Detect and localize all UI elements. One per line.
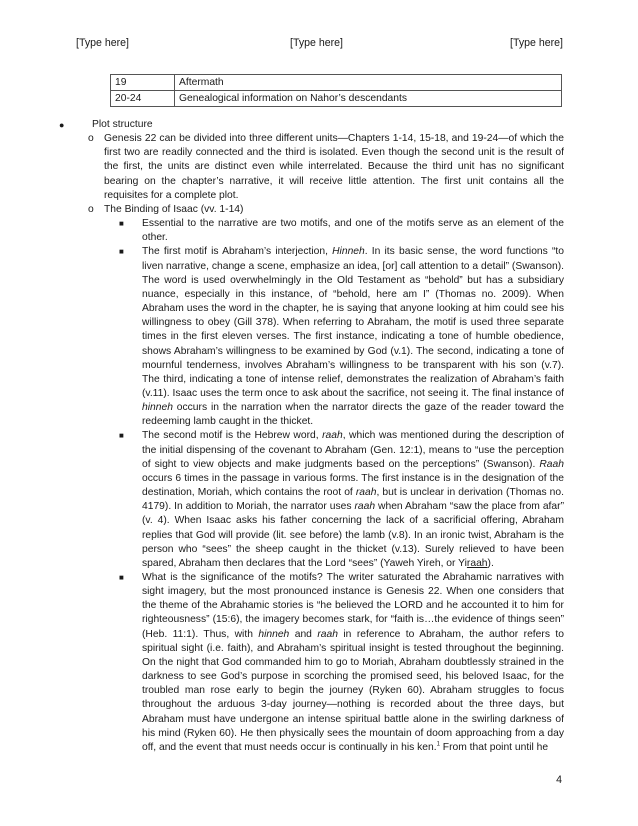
text-run: The first motif is Abraham’s interjection,	[142, 246, 333, 258]
list-item-second-motif	[56, 429, 564, 571]
text-run: What is the significance of the motifs? The writer saturated the Abrahamic narratives with sight imagery, but the most pronounced instance is Genesis 22. When one considers that the theme of the Abrahamic stories is “he believed the LORD and he accounted it to him for righteousness” (15:6), the imagery becomes stark, for “faith is…the evidence of things seen” (Heb. 11:1). Thus, with	[142, 572, 564, 640]
paragraph-essential-motifs: Essential to the narrative are two motifs, and one of the motifs serve as an element of the other.	[142, 218, 564, 244]
bullet-square-icon: ■	[119, 573, 124, 582]
table-cell-verses: 19	[111, 75, 175, 91]
text-run: The second motif is the Hebrew word,	[142, 430, 323, 442]
table-cell-section: Aftermath	[175, 75, 562, 91]
paragraph-significance	[142, 571, 564, 755]
list-item-first-motif	[56, 245, 564, 429]
text-run: From that point until he	[439, 741, 549, 753]
italic-term-raah: raah	[317, 628, 338, 640]
bullet-circle-icon: o	[88, 203, 94, 215]
bullet-circle-icon: o	[88, 133, 94, 145]
italic-term-hinneh: hinneh	[258, 628, 290, 640]
table-row	[111, 91, 562, 107]
footnote-reference[interactable]: 1	[436, 741, 440, 748]
text-run: when Abraham “saw the place from afar” (v. 4). When Isaac asks his father concerning the lack of a sacrificial offering, Abraham replies that God will provide (lit. see before) the lamb (v.8). In an ironic twist, Abraham is the person who “sees” the sheep caught in the thicket (v.13). Surely relieved to have been spared, Abraham then declares that the Lord “sees” (Yaweh Yireh, or Yi	[142, 501, 564, 569]
italic-term-hinneh: Hinneh	[332, 246, 365, 258]
bullet-square-icon: ■	[119, 219, 124, 229]
text-run: occurs 6 times in the passage in various forms. The first instance is in the designation of the destination, Moriah, which contains the root of	[142, 472, 564, 499]
header-center-placeholder[interactable]: [Type here]	[290, 37, 343, 49]
italic-term-raah: raah	[354, 501, 376, 513]
heading-plot-structure: Plot structure	[92, 119, 153, 130]
paragraph-first-motif	[142, 245, 564, 429]
table-cell-verses: 20-24	[111, 91, 175, 107]
text-run: and	[289, 628, 318, 640]
table-row	[111, 75, 562, 91]
bullet-square-icon: ■	[119, 431, 124, 441]
list-item-plot-structure	[56, 118, 564, 132]
heading-binding-of-isaac: The Binding of Isaac (vv. 1-14)	[104, 203, 244, 215]
table-cell-section: Genealogical information on Nahor’s descendants	[175, 91, 562, 107]
underlined-term-raah: raah	[466, 557, 488, 569]
list-item-binding-of-isaac	[56, 203, 564, 217]
bullet-square-icon: ■	[119, 247, 124, 257]
paragraph-second-motif	[142, 429, 564, 571]
italic-term-raah: Raah	[539, 458, 564, 470]
italic-term-raah: raah	[322, 430, 343, 442]
text-run: , but is unclear in derivation (Thomas no. 4179). In addition to Moriah, the narrator uses	[142, 487, 564, 513]
text-run: , which was mentioned during the description of the initial dispensing of the covenant to Abraham (Gen. 12:1), means to “use the perception of sight to view objects and make judgments based on the perceptions” (Swanson).	[142, 430, 564, 470]
text-run: . In its basic sense, the word functions “to liven narrative, change a scene, emphasize an idea, [or] call attention to a detail” (Swanson). The word is used overwhelmingly in the Old Testament as “behold” but has a subsidiary nuance, especially in this instance, of “behold, here am I” (Thomas no. 2009). When Abraham uses the word in the chapter, he is saying that anyone looking at him could see his willingness to obey (Gill 378). When referring to Abraham, the motif is used three separate times in the first eleven verses. The first instance, indicating a tone of humble obedience, shows Abraham’s willingness to be examined by God (v.1). The second, indicating a tone of mournful tenderness, involves Abraham’s willingness to be transparent with his son (v.7). The third, indicating a tone of intense relief, demonstrates the realization of Abraham’s faith (v.11). Isaac uses the term once to ask about the sacrifice, not seeing it. The final instance of	[142, 246, 564, 399]
header-right-placeholder[interactable]: [Type here]	[510, 37, 563, 49]
text-run: occurs in the narration when the narrator directs the gaze of the reader toward the redeeming lamb caught in the thicket.	[142, 402, 564, 428]
italic-term-raah: raah	[355, 487, 377, 499]
body-text	[56, 118, 564, 755]
header-left-placeholder[interactable]: [Type here]	[76, 37, 129, 49]
list-item-significance	[56, 571, 564, 755]
bullet-disc-icon: ●	[59, 120, 65, 130]
text-run: in reference to Abraham, the author refers to spiritual sight (i.e. faith), and Abraham’s spiritual insight is tested throughout the beginning. On the night that God commanded him to go to Moriah, Abraham doubtlessly strained in the darkness to see God’s purpose in scorching the promised seed, his beloved Isaac, for the troubled man rose early to begin the journey (Ryken 60). Abraham struggles to focus throughout the arduous 3-day journey—nothing is recorded about the three days, but Abraham must have undergone an intense spiritual battle alone in the swirling darkness of his mind (Ryken 60). He then physically sees the mountain of doom approaching from a day off, and the event that must needs occur is continually in his ken.	[142, 628, 564, 753]
chapter-outline-table	[110, 74, 562, 107]
text-run: ).	[487, 557, 494, 569]
list-item-essential-motifs	[56, 217, 564, 245]
list-item-units	[56, 132, 564, 203]
paragraph-units: Genesis 22 can be divided into three different units—Chapters 1-14, 15-18, and 19-24—of which the first two are readily connected and the third is isolated. Even though the second unit is the result of the first, the units are distinct even while interrelated. Because the third unit has no significant bearing on the chapter’s narrative, it will receive little attention. The first unit contains all the requisites for a complete plot.	[104, 133, 564, 201]
page-number: 4	[556, 774, 562, 786]
italic-term-hinneh: hinneh	[142, 402, 173, 414]
page-header	[76, 37, 563, 51]
